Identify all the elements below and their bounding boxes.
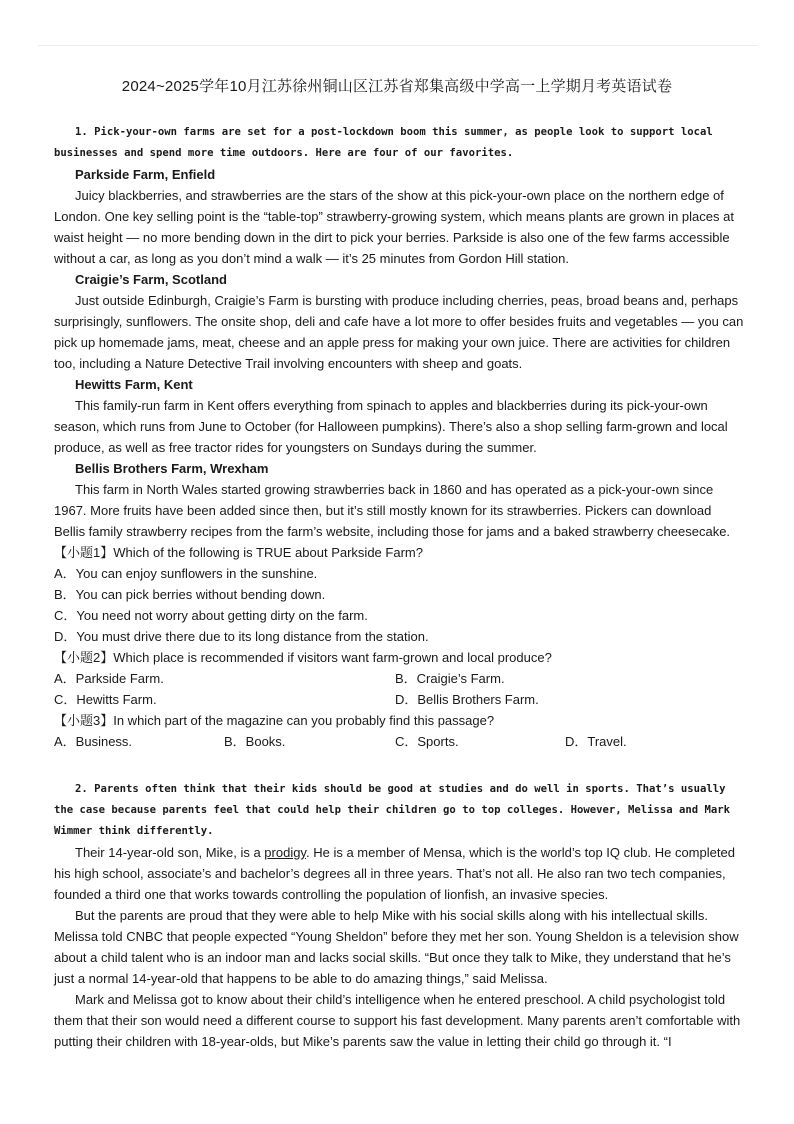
document-body [54, 122, 744, 1052]
farm-text-hewitts: This family-run farm in Kent offers everything from spinach to apples and blackberries during its pick-your-own season, which runs from June to October (for Halloween pumpkins). There’s also a shop selling farm-grown and local produce, as well as free tractor rides for youngsters on Sundays during the summer. [54, 398, 728, 455]
question-1-stem: 【小题1】Which of the following is TRUE about Parkside Farm? [54, 545, 423, 560]
page-title: 2024~2025学年10月江苏徐州铜山区江苏省郑集高级中学高一上学期月考英语试卷 [121, 78, 673, 95]
question-3-options-row [54, 731, 744, 752]
question-3-stem: 【小题3】In which part of the magazine can you probably find this passage? [54, 713, 495, 728]
farm-heading-parkside: Parkside Farm, Enfield [75, 167, 216, 182]
question-2-option-a: A．Parkside Farm. [54, 671, 164, 686]
farm-text-craigies: Just outside Edinburgh, Craigie’s Farm is bursting with produce including cherries, peas, broad beans and, perhaps surprisingly, sunflowers. The onsite shop, deli and cafe have a lot more to offer besides fruits and vegetables — you can pick up homemade jams, meat, cheese and an apple press for making your own juice. There are activities for children too, including a Nature Detective Trail involving encounters with sheep and goats. [54, 293, 744, 371]
question-2-option-d: D．Bellis Brothers Farm. [395, 692, 539, 707]
farm-heading-hewitts: Hewitts Farm, Kent [75, 377, 193, 392]
underlined-word: prodigy [264, 845, 306, 860]
question-1-option-c: C．You need not worry about getting dirty on the farm. [54, 608, 368, 623]
question-1-option-b: B．You can pick berries without bending down. [54, 587, 326, 602]
passage2-paragraph-1 [54, 842, 744, 905]
question-2-option-b: B．Craigie’s Farm. [395, 671, 505, 686]
farm-text-parkside: Juicy blackberries, and strawberries are the stars of the show at this pick-your-own place on the northern edge of London. One key selling point is the “table-top” strawberry-growing system, which means plants are grown in places at waist height — no more bending down in the dirt to pick your berries. Parkside is also one of the few farms accessible without a car, as long as you don’t mind a walk — it’s 25 minutes from Gordon Hill station. [54, 188, 734, 266]
farm-heading-bellis: Bellis Brothers Farm, Wrexham [75, 461, 269, 476]
question-1-option-d: D．You must drive there due to its long distance from the station. [54, 629, 429, 644]
question-3-option-c: C．Sports. [395, 734, 459, 749]
passage2-paragraph-3: Mark and Melissa got to know about their child’s intelligence when he entered preschool. A child psychologist told them that their son would need a different course to support his fast development. Many parents aren’t comfortable with putting their children with 18-year-olds, but Mike’s parents saw the value in letting their child go through it. “I [54, 992, 741, 1049]
question-1-option-a: A．You can enjoy sunflowers in the sunshine. [54, 566, 318, 581]
question-2-option-c: C．Hewitts Farm. [54, 692, 157, 707]
passage1-intro: 1. Pick-your-own farms are set for a post-lockdown boom this summer, as people look to support local businesses and spend more time outdoors. Here are four of our favorites. [54, 126, 713, 159]
farm-heading-craigies: Craigie’s Farm, Scotland [75, 272, 227, 287]
passage2-intro: 2. Parents often think that their kids should be good at studies and do well in sports. That’s usually the case because parents feel that could help their children go to top colleges. However, Melissa and Mark Wimmer think differently. [54, 783, 731, 837]
farm-text-bellis: This farm in North Wales started growing strawberries back in 1860 and has operated as a pick-your-own since 1967. More fruits have been added since then, but it’s still mostly known for its strawberries. Pickers can download Bellis family strawberry recipes from the farm’s website, including those for jams and a baked strawberry cheesecake. [54, 482, 731, 539]
section-spacer [54, 752, 744, 779]
question-2-stem: 【小题2】Which place is recommended if visitors want farm-grown and local produce? [54, 650, 552, 665]
passage2-p1-end: . He is a member of Mensa, which is the world’s top IQ club. He completed his high school, associate’s and bachelor’s degrees all in three years. That’s not all. He also ran two tech companies, founded a third one that works towards controlling the population of lionfish, an invasive species. [54, 845, 735, 902]
question-3-option-a: A．Business. [54, 734, 133, 749]
passage2-p1-start: Their 14-year-old son, Mike, is a [75, 845, 265, 860]
question-3-option-d: D．Travel. [565, 734, 627, 749]
header-divider [38, 45, 758, 46]
question-2-options-row-2 [54, 689, 744, 710]
passage2-paragraph-2: But the parents are proud that they were able to help Mike with his social skills along with his intellectual skills. Melissa told CNBC that people expected “Young Sheldon” before they met her son. Young Sheldon is a television show about a child talent who is an indoor man and lacks social skills. “But once they talk to Mike, they understand that he’s just a normal 14-year-old that happens to be able to do amazing things,” said Melissa. [54, 908, 739, 986]
question-2-options-row-1 [54, 668, 744, 689]
question-3-option-b: B．Books. [224, 734, 286, 749]
